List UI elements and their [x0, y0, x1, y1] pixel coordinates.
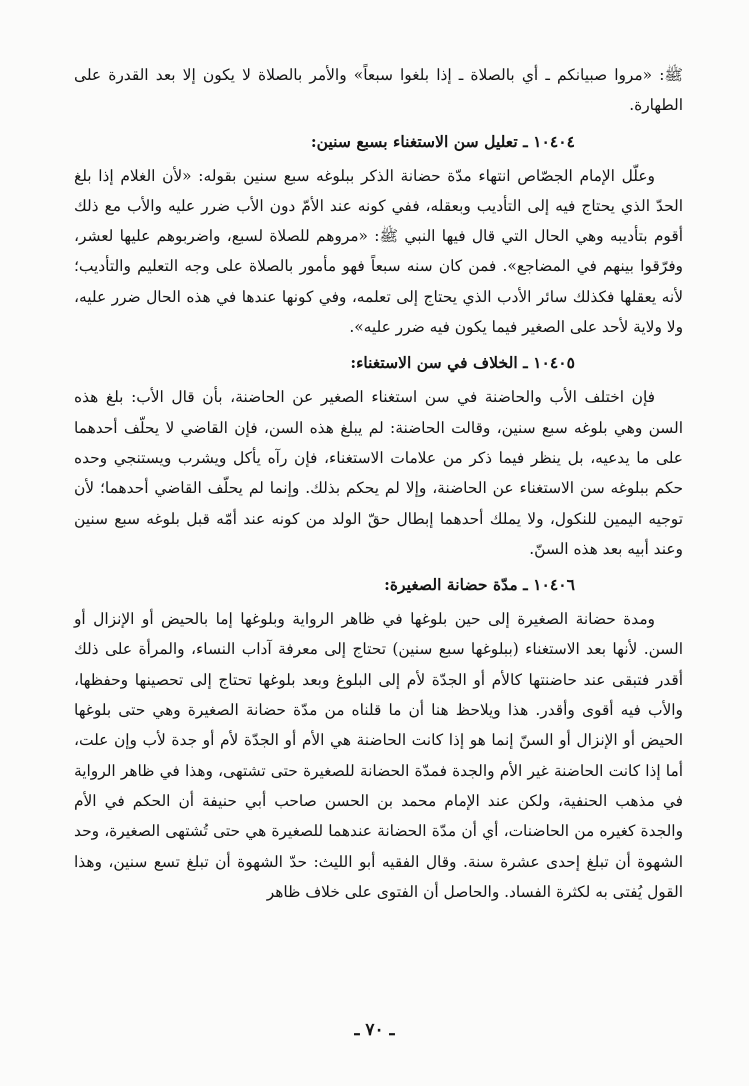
page-number: ـ ٧٠ ـ: [354, 1020, 395, 1040]
paragraph-dispute-age: فإن اختلف الأب والحاضنة في سن استغناء الصغير عن الحاضنة، بأن قال الأب: بلغ هذه السن وهي بلوغه سبع سنين، وقالت الحاضنة: لم يبلغ هذه السن، فإن القاضي لا يحلّف أحدهما على ما يدعيه، بل ينظر فيما ذكر من علامات الاستغناء، فإن رآه يأكل ويشرب ويستنجي وحده حكم ببلوغه سن الاستغناء عن الحاضنة، وإلا لم يحكم بذلك. وإنما لم يحلّف القاضي أحدهما؛ لأن توجيه اليمين للنكول، ولا يملك أحدهما إبطال حقّ الولد من كونه عند أمّه قبل بلوغه سبع سنين وعند أبيه بعد هذه السنّ.: [74, 388, 683, 558]
paragraph-jassas-reasoning: وعلّل الإمام الجصّاص انتهاء مدّة حضانة الذكر ببلوغه سبع سنين بقوله: «لأن الغلام إذا بلغ الحدّ الذي يحتاج فيه إلى التأديب وبعقله، ففي كونه عند الأمّ دون الأب ضرر عليه والأب مع ذلك أقوم بتأديبه وهي الحال التي قال فيها النبي ﷺ: «مروهم للصلاة لسبع، واضربوهم عليها لعشر، وفرّقوا بينهم في المضاجع». فمن كان سنه سبعاً فهو مأمور بالصلاة على وجه التعليم والتأديب؛ لأنه يعقلها فكذلك سائر الأدب الذي يحتاج إلى تعلمه، وفي كونها عندها في هذه الحال ضرر عليه، ولا ولاية لأحد على الصغير فيما يكون فيه ضرر عليه».: [74, 166, 683, 337]
section-heading-10405: ١٠٤٠٥ ـ الخلاف في سن الاستغناء:: [350, 353, 575, 373]
section-heading-10404: ١٠٤٠٤ ـ تعليل سن الاستغناء بسبع سنين:: [310, 131, 575, 151]
section-heading-10406: ١٠٤٠٦ ـ مدّة حضانة الصغيرة:: [384, 575, 575, 595]
paragraph-girl-custody-duration: ومدة حضانة الصغيرة إلى حين بلوغها في ظاهر الرواية وبلوغها إما بالحيض أو الإنزال أو السن. لأنها بعد الاستغناء (ببلوغها سبع سنين) تحتاج إلى معرفة آداب النساء، والمرأة على ذلك أقدر فتبقى عند حاضنتها كالأم أو الجدّة لأم إلى البلوغ وبعد بلوغها تحتاج إلى تحصينها وحفظها، والأب فيه أقوى وأقدر. هذا ويلاحظ هنا أن ما قلناه من مدّة حضانة الصغيرة وهي حتى بلوغها الحيض أو الإنزال أو السنّ إنما هو إذا كانت الحاضنة هي الأم أو الجدّة لأم أو جدة لأب وإن علت، أما إذا كانت الحاضنة غير الأم والجدة فمدّة الحضانة للصغيرة حتى تشتهى، وهذا في ظاهر الرواية في مذهب الحنفية، ولكن عند الإمام محمد بن الحسن صاحب أبي حنيفة أن الحكم في الأم والجدة كغيره من الحاضنات، أي أن مدّة الحضانة عندهما للصغيرة هي حتى تُشتهى الصغيرة، وحد الشهوة أن تبلغ إحدى عشرة سنة. وقال الفقيه أبو الليث: حدّ الشهوة أن تبلغ تسع سنين، وهذا القول يُفتى به لكثرة الفساد. والحاصل أن الفتوى على خلاف ظاهر: [74, 610, 683, 901]
paragraph-continuation: ﷺ: «مروا صبيانكم ـ أي بالصلاة ـ إذا بلغوا سبعاً» والأمر بالصلاة لا يكون إلا بعد القدرة على الطهارة.: [74, 66, 683, 115]
